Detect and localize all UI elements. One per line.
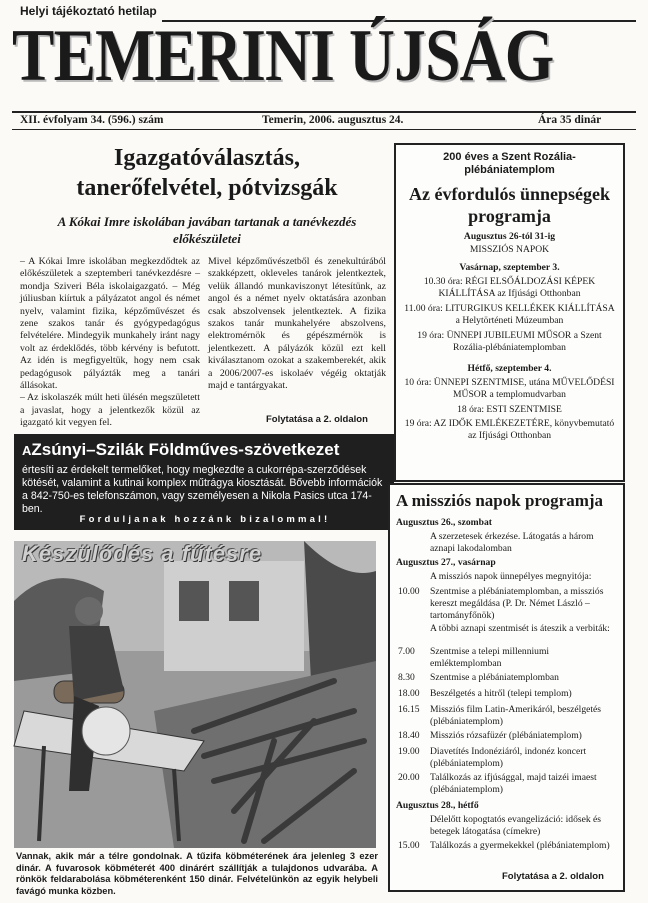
headline-line-1: Igazgatóválasztás,: [114, 145, 300, 171]
anniversary-kicker: 200 éves a Szent Rozália-plébániatemplom: [443, 151, 576, 176]
ad-body: értesíti az érdekelt termelőket, hogy megkezdte a cukorrépa-szerződések kötését, valamint a kutinai komplex műtrágya kiosztását. Bővebb információk a 842-750-es telefonszámon, vagy személyesen a Nikola Pasics utca 174-ben.: [22, 464, 383, 515]
schedule-row: 8.30 Szentmise a plébániatemplomban: [398, 672, 559, 683]
schedule-row: 20.00 Találkozás az ifjúsággal, majd taizéi imaest (plébániatemplom): [398, 772, 597, 795]
lead-continued: Folytatása a 2. oldalon: [266, 414, 368, 425]
woodcutter-photo: [14, 541, 376, 848]
schedule-row: Délelőtt kopogtatós evangelizáció: idősek és betegek látogatása (címekre): [430, 814, 602, 837]
anniversary-range: Augusztus 26-tól 31-ig: [463, 231, 556, 242]
lead-column-1: – A Kókai Imre iskolában megkezdődtek az előkészületek a szeptemberi tanévkezdésre – mondja Sziveri Béla iskolaigazgató. – Még júliusban kiírtuk a pályázatot angol és német nyelv, valamint fizika, képzőművészet és zene szakos tanár és gyógypedagógus felvételére. Mindegyik munkahely iránt nagy volt az érdeklődés, több kérvény is befutott. Az idén is megfigyeltük, hogy nem csak pedagógusok pályázták meg a tanári állásokat. – Az iskolaszék múlt heti ülésén megszületett a javaslat, hogy a jelentkezők közül az igazgató kit vegyen fel.: [20, 256, 200, 429]
monday-event-3: 19 óra: AZ IDŐK EMLÉKEZETÉRE, könyvbemutató az Ifjúsági Otthonban: [404, 418, 615, 442]
sunday-event-3: 19 óra: ÜNNEPI JUBILEUMI MŰSOR a Szent Rozália-plébániatemplomban: [417, 330, 602, 354]
issue-price: Ára 35 dinár: [538, 114, 602, 126]
sunday-event-2: 11.00 óra: LITURGIKUS KELLÉKEK KIÁLLÍTÁSA a Helytörténeti Múzeumban: [404, 303, 615, 327]
mission-continued: Folytatása a 2. oldalon: [502, 871, 604, 882]
lead-column-2: Mivel képzőművészetből és zenekultúrából szakképzett, okleveles tanárok jelentkeztek, velük állandó munkaviszonyt létesítünk, az angol és a német nyelv oktatására azonban csak abszolvensek jelentkeztek. A fizika szakos tanár munkahelyére abszolvens, elektromérnök és gépészmérnök is jelentkezett. A pályázók közül ezt kell kiválasztanom ozokat a szakemberekét, akik a 2006/2007-es iskolaév végéig oktatják majd e tantárgyakat.: [208, 256, 386, 392]
schedule-row: 15.00 Találkozás a gyermekekkel (plébániatemplom): [398, 840, 610, 851]
anniversary-range-sub: MISSZIÓS NAPOK: [469, 244, 550, 255]
photo-title: Készülődés a fűtésre: [22, 541, 263, 566]
schedule-row: 7.00 Szentmise a telepi millenniumi emléktemplomban: [398, 646, 550, 669]
schedule-row: 16.15 Missziós film Latin-Amerikáról, beszélgetés (plébániatemplom): [398, 704, 602, 727]
meta-top-rule: [12, 111, 636, 113]
day2-note: A missziós napok ünnepélyes megnyitója:: [430, 571, 592, 582]
tagline: Helyi tájékoztató hetilap: [20, 4, 157, 18]
newspaper-title: TEMERINI ÚJSÁG: [12, 15, 554, 97]
sunday-event-1: 10.30 óra: RÉGI ELSŐÁLDOZÁSI KÉPEK KIÁLLÍTÁSA az Ifjúsági Otthonban: [423, 276, 596, 300]
lead-subhead: A Kókai Imre iskolában javában tartanak a tanévkezdés előkészületei: [57, 214, 357, 246]
monday-heading: Hétfő, szeptember 4.: [467, 363, 552, 374]
cooperative-ad: [14, 434, 394, 530]
mission-title: A missziós napok programja: [396, 491, 604, 510]
ad-title: [22, 440, 339, 460]
mission-day-3: Augusztus 28., hétfő: [396, 800, 479, 811]
ad-title-prefix: A: [22, 443, 32, 458]
schedule-row: 10.00 Szentmise a plébániatemplomban, a missziós kereszt megáldása (P. Dr. Német László – tartományfőnök): [398, 586, 604, 621]
meta-bottom-rule: [12, 129, 636, 130]
lead-headline: [20, 143, 394, 203]
mission-day-1: Augusztus 26., szombat: [396, 517, 492, 528]
mission-day-2: Augusztus 27., vasárnap: [396, 557, 496, 568]
photo-illustration: [14, 541, 376, 848]
schedule-row: 18.40 Missziós rózsafüzér (plébániatemplom): [398, 730, 582, 741]
day1-note: A szerzetesek érkezése. Látogatás a három aznapi lakodalomban: [430, 531, 594, 554]
photo-caption: Vannak, akik már a télre gondolnak. A tűzifa köbméterének ára jelenleg 3 ezer dinár. A fuvarosok köbméterét 400 dinárért szállítják a tulajdonos udvarába. A rönkök feldarabolása köbméterenként 150 dinár. Felvételünkön az egyik helybeli favágó munka közben.: [16, 851, 378, 896]
schedule-row: 19.00 Diavetítés Indonéziáról, indonéz koncert (plébániatemplom): [398, 746, 587, 769]
headline-line-2: tanerőfelvétel, pótvizsgák: [76, 175, 338, 201]
issue-date: Temerin, 2006. augusztus 24.: [262, 114, 404, 126]
anniversary-box: [394, 143, 625, 482]
ad-slogan: Forduljanak hozzánk bizalommal!: [79, 514, 331, 525]
monday-event-1: 10 óra: ÜNNEPI SZENTMISE, utána MŰVELŐDÉSI MŰSOR a templomudvarban: [404, 377, 615, 401]
schedule-row: A többi aznapi szentmisét is áteszik a verbiták:: [430, 623, 610, 634]
anniversary-title: Az évfordulós ünnepségek programja: [408, 184, 610, 226]
issue-number: XII. évfolyam 34. (596.) szám: [20, 114, 164, 126]
sunday-heading: Vasárnap, szeptember 3.: [459, 262, 560, 273]
schedule-row: 18.00 Beszélgetés a hitről (telepi templom): [398, 688, 572, 699]
monday-event-2: 18 óra: ESTI SZENTMISE: [457, 404, 562, 415]
mission-days-box: [388, 483, 625, 892]
ad-title-name: Zsúnyi–Szilák Földműves-szövetkezet: [31, 440, 340, 459]
